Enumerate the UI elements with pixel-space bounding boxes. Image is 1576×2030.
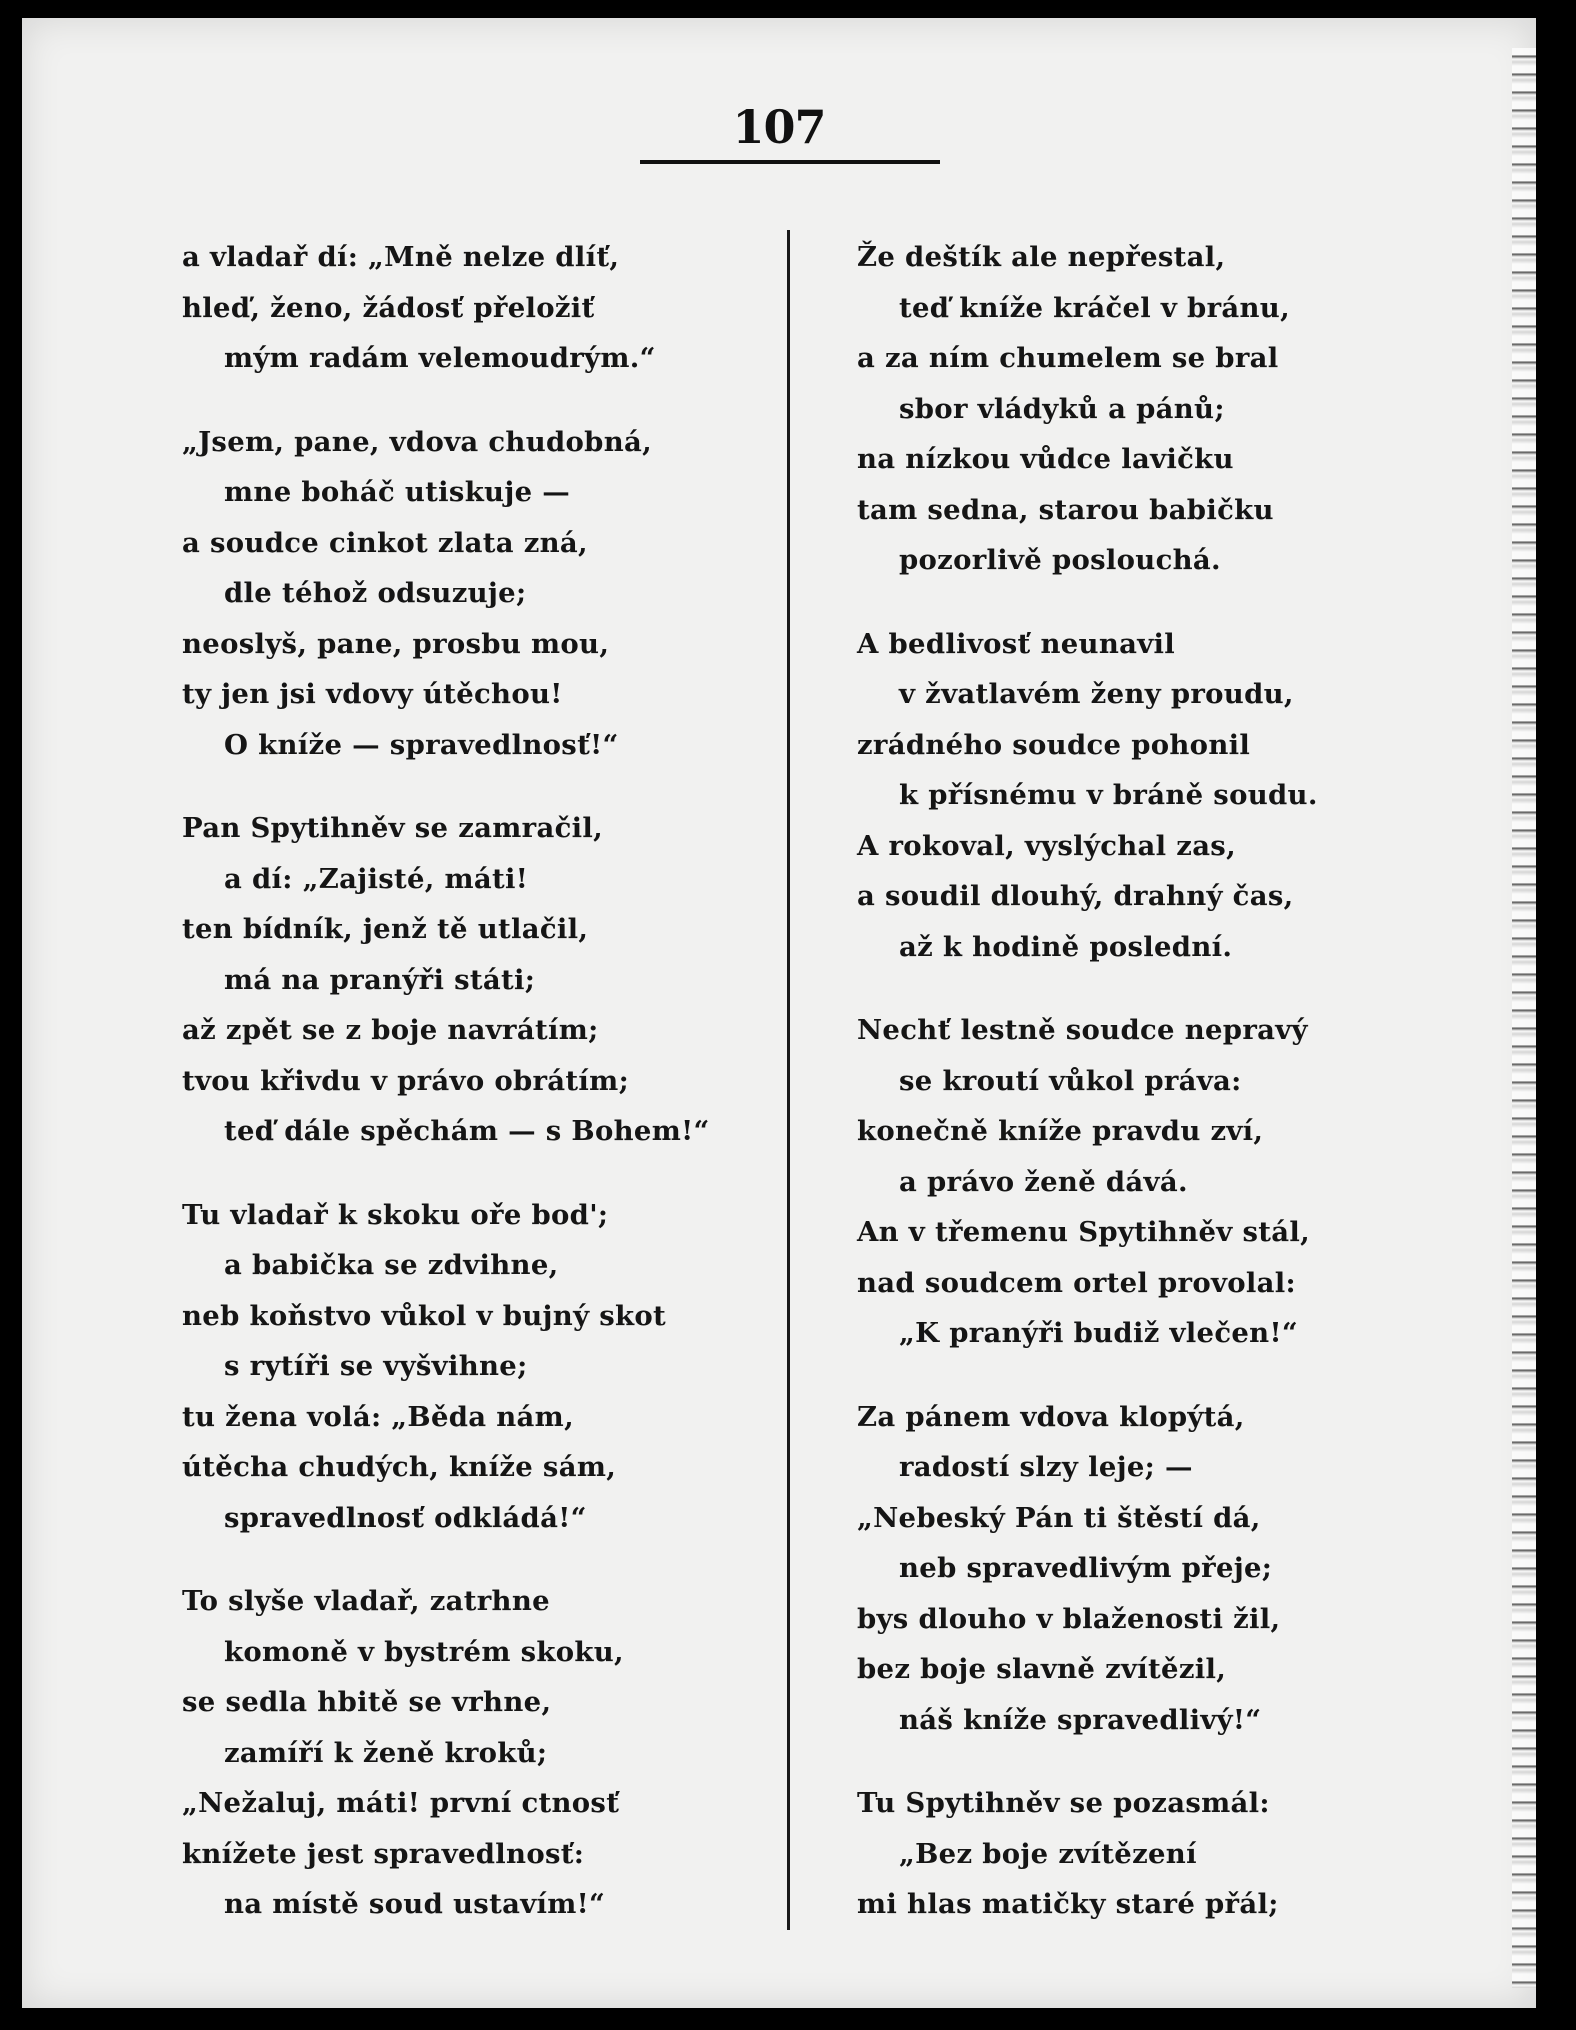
stanza-gap	[182, 1157, 782, 1190]
verse-line: Že deštík ale nepřestal,	[857, 241, 1226, 273]
verse-line: k přísnému v bráně soudu.	[899, 779, 1318, 811]
verse-line: má na pranýři státi;	[224, 963, 536, 996]
verse-line: pozorlivě poslouchá.	[899, 544, 1221, 576]
verse-line: „Nežaluj, máti! první ctnosť	[182, 1787, 620, 1819]
verse-line: radostí slzy leje; —	[899, 1451, 1193, 1483]
verse-line: a právo ženě dává.	[899, 1165, 1188, 1198]
verse-line: se kroutí vůkol práva:	[899, 1064, 1242, 1097]
verse-line: Nechť lestně soudce nepravý	[857, 1014, 1308, 1046]
verse-line: Tu Spytihněv se pozasmál:	[857, 1787, 1270, 1819]
verse-line: a babička se zdvihne,	[224, 1249, 559, 1281]
verse-line: Tu vladař k skoku oře bod';	[182, 1198, 609, 1231]
verse-line: To slyše vladař, zatrhne	[182, 1585, 550, 1617]
verse-line: a soudce cinkot zlata zná,	[182, 526, 588, 559]
verse-line: a soudil dlouhý, drahný čas,	[857, 880, 1294, 912]
verse-line: sbor vládyků a pánů;	[899, 392, 1225, 425]
verse-line: tvou křivdu v právo obrátím;	[182, 1064, 630, 1097]
verse-line: mi hlas matičky staré přál;	[857, 1888, 1279, 1920]
verse-line: „Jsem, pane, vdova chudobná,	[182, 425, 652, 458]
verse-line: dle téhož odsuzuje;	[224, 577, 527, 609]
verse-line: ten bídník, jenž tě utlačil,	[182, 913, 589, 945]
verse-line: Pan Spytihněv se zamračil,	[182, 812, 603, 844]
stanza-gap	[857, 1745, 1457, 1778]
verse-line: bys dlouho v blaženosti žil,	[857, 1602, 1281, 1635]
column-divider	[787, 230, 790, 1930]
verse-line: zrádného soudce pohonil	[857, 728, 1251, 761]
verse-line: a vladař dí: „Mně nelze dlíť,	[182, 241, 620, 273]
verse-line: Za pánem vdova klopýtá,	[857, 1400, 1245, 1433]
verse-line: „Bez boje zvítězení	[899, 1837, 1197, 1870]
verse-line: neoslyš, pane, prosbu mou,	[182, 627, 610, 660]
left-column	[182, 232, 782, 1930]
verse-line: až k hodině poslední.	[899, 930, 1233, 963]
verse-line: a dí: „Zajisté, máti!	[224, 862, 529, 895]
page-number: 107	[732, 100, 826, 154]
verse-line: konečně kníže pravdu zví,	[857, 1115, 1264, 1147]
verse-line: mým radám velemoudrým.“	[224, 342, 656, 374]
page-edge-strip	[1512, 48, 1536, 1988]
verse-line: na místě soud ustavím!“	[224, 1888, 606, 1920]
verse-line: útěcha chudých, kníže sám,	[182, 1451, 617, 1483]
verse-line: neb spravedlivým přeje;	[899, 1552, 1273, 1584]
stanza-gap	[857, 972, 1457, 1005]
verse-line: náš kníže spravedlivý!“	[899, 1703, 1262, 1736]
verse-line: hleď, ženo, žádosť přeložiť	[182, 291, 595, 324]
verse-line: a za ním chumelem se bral	[857, 342, 1279, 374]
verse-line: tam sedna, starou babičku	[857, 493, 1274, 526]
verse-line: komoně v bystrém skoku,	[224, 1635, 624, 1668]
verse-line: tu žena volá: „Běda nám,	[182, 1400, 574, 1433]
verse-line: knížete jest spravedlnosť:	[182, 1837, 585, 1870]
stanza-gap	[182, 770, 782, 803]
verse-line: nad soudcem ortel provolal:	[857, 1266, 1296, 1299]
verse-line: A rokoval, vyslýchal zas,	[857, 829, 1236, 862]
verse-line: na nízkou vůdce lavičku	[857, 443, 1234, 475]
stanza-gap	[857, 1359, 1457, 1392]
verse-line: s rytíři se vyšvihne;	[224, 1350, 528, 1382]
verse-line: bez boje slavně zvítězil,	[857, 1653, 1227, 1685]
right-column	[857, 232, 1457, 1930]
verse-line: An v třemenu Spytihněv stál,	[857, 1216, 1310, 1248]
verse-line: „Nebeský Pán ti štěstí dá,	[857, 1501, 1261, 1534]
stanza-gap	[182, 1543, 782, 1576]
verse-line: neb koňstvo vůkol v bujný skot	[182, 1299, 667, 1332]
verse-line: se sedla hbitě se vrhne,	[182, 1686, 552, 1718]
verse-line: až zpět se z boje navrátím;	[182, 1014, 599, 1046]
stanza-gap	[857, 586, 1457, 619]
verse-line: teď dále spěchám — s Bohem!“	[224, 1115, 710, 1147]
verse-line: v žvatlavém ženy proudu,	[899, 678, 1294, 710]
verse-line: ty jen jsi vdovy útěchou!	[182, 678, 563, 710]
stanza-gap	[182, 384, 782, 417]
verse-line: teď kníže kráčel v bránu,	[899, 291, 1290, 324]
verse-line: spravedlnosť odkládá!“	[224, 1501, 587, 1534]
verse-line: zamíří k ženě kroků;	[224, 1736, 548, 1769]
verse-line: O kníže — spravedlnosť!“	[224, 728, 619, 761]
verse-line: „K pranýři budiž vlečen!“	[899, 1317, 1298, 1349]
verse-line: mne boháč utiskuje —	[224, 476, 571, 508]
book-page	[22, 18, 1536, 2008]
verse-line: A bedlivosť neunavil	[857, 627, 1176, 660]
page-number-rule	[640, 160, 940, 164]
